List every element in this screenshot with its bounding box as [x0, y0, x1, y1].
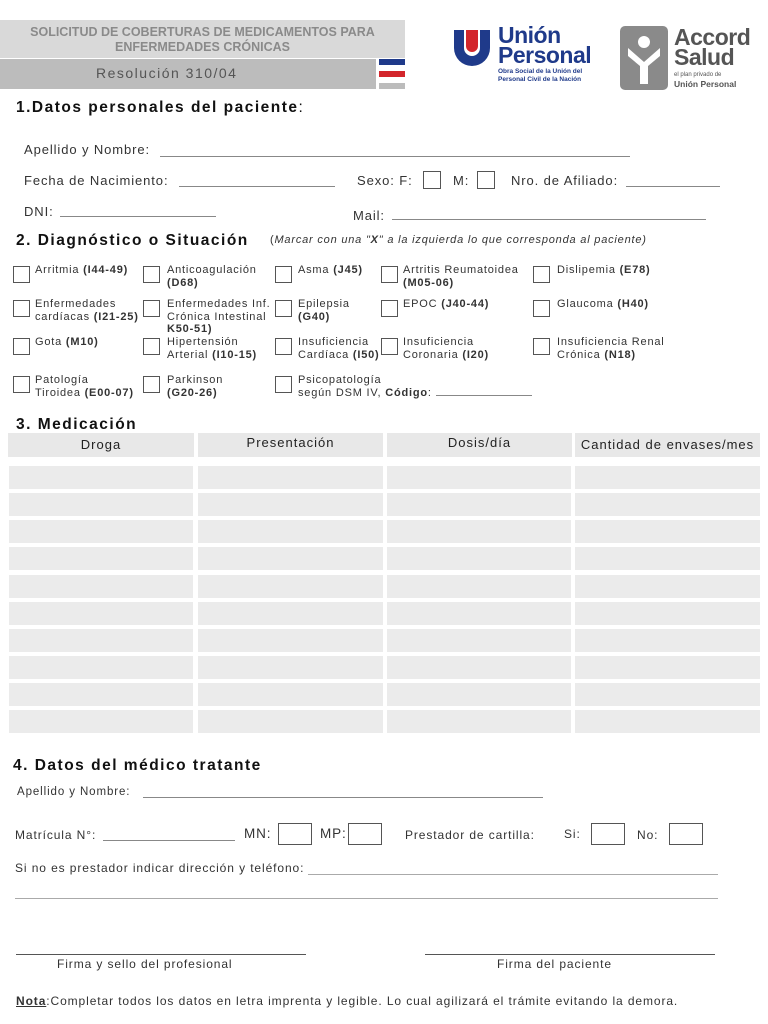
prestador-no-box[interactable]: [669, 823, 703, 845]
diagnosis-name: Patología: [35, 374, 89, 386]
medication-cell[interactable]: [198, 683, 383, 706]
diagnosis-code: (D68): [167, 276, 199, 289]
diagnosis-label-line3: [167, 323, 271, 336]
diagnosis-label-line2: [167, 387, 223, 400]
diagnosis-label: [35, 264, 128, 277]
diagnosis-label-line2: [167, 349, 257, 362]
prestador-si-box[interactable]: [591, 823, 625, 845]
accord-subtitle-1: el plan privado de: [674, 72, 722, 78]
diagnosis-label-line1: [298, 264, 363, 277]
accord-text-2: Salud: [674, 44, 735, 70]
no-prestador-field-2[interactable]: [15, 898, 718, 899]
sex-f-label: Sexo: F:: [357, 173, 413, 188]
diagnosis-name: Hipertensión: [167, 336, 239, 348]
diagnosis-label-line1: [403, 298, 489, 311]
medication-cell[interactable]: [387, 656, 571, 679]
diagnosis-name-cont: Cardíaca: [298, 348, 353, 361]
birth-date-label: Fecha de Nacimiento:: [24, 173, 169, 188]
medication-cell[interactable]: [9, 710, 193, 733]
medication-cell[interactable]: [9, 656, 193, 679]
doctor-name-label: Apellido y Nombre:: [17, 786, 131, 798]
medication-cell[interactable]: [387, 493, 571, 516]
diagnosis-checkbox[interactable]: [381, 266, 398, 283]
medication-cell[interactable]: [575, 520, 760, 543]
medication-cell[interactable]: [198, 547, 383, 570]
diagnosis-label: [298, 374, 532, 399]
resolution-label: Resolución 310/04: [0, 59, 376, 89]
diagnosis-label-line1: [35, 374, 134, 387]
medication-cell[interactable]: [9, 493, 193, 516]
accord-text-1: Accord: [674, 24, 751, 50]
medication-cell[interactable]: [387, 466, 571, 489]
no-prestador-label: Si no es prestador indicar dirección y teléfono:: [15, 861, 305, 875]
instruction-open: (: [270, 234, 275, 246]
diagnosis-name: Gota: [35, 336, 66, 348]
diagnosis-label-line2: [35, 387, 134, 400]
codigo-colon: :: [427, 386, 432, 399]
diagnosis-name: Artritis Reumatoidea: [403, 264, 519, 276]
diagnosis-label-line2: [403, 277, 519, 290]
diagnosis-code: (I10-15): [212, 348, 258, 361]
diagnosis-name-cont: Crónica: [557, 348, 605, 361]
diagnosis-label: [403, 264, 519, 289]
diagnosis-checkbox[interactable]: [533, 338, 550, 355]
diagnosis-label-line1: [167, 336, 257, 349]
professional-signature-line[interactable]: [16, 954, 306, 955]
diagnosis-name: Epilepsia: [298, 298, 350, 310]
diagnosis-label-line2: [403, 349, 489, 362]
diagnosis-label-line1: [167, 298, 271, 311]
diagnosis-checkbox[interactable]: [143, 300, 160, 317]
professional-signature-label: Firma y sello del profesional: [57, 957, 233, 971]
medication-cell[interactable]: [575, 575, 760, 598]
diagnosis-code: (E78): [619, 264, 651, 276]
diagnosis-label: [298, 336, 380, 361]
diagnosis-label-line1: [298, 298, 350, 311]
diagnosis-label-line1: [167, 264, 257, 277]
diagnosis-name-cont: cardíacas: [35, 310, 94, 323]
birth-date-field[interactable]: [179, 186, 335, 187]
union-text-1: Unión: [498, 22, 561, 48]
union-u-icon: [450, 26, 494, 70]
matricula-label: Matrícula N°:: [15, 828, 97, 842]
section1-heading: [16, 99, 304, 117]
diagnosis-checkbox[interactable]: [533, 300, 550, 317]
diagnosis-checkbox[interactable]: [381, 300, 398, 317]
diagnosis-checkbox[interactable]: [13, 300, 30, 317]
medication-cell[interactable]: [387, 547, 571, 570]
diagnosis-name: Glaucoma: [557, 298, 618, 310]
section3-heading: 3. Medicación: [16, 416, 138, 433]
diagnosis-label-line2: [298, 311, 350, 324]
diagnosis-code: (N18): [604, 348, 636, 361]
diagnosis-code: (G40): [298, 310, 331, 323]
medication-cell[interactable]: [575, 602, 760, 625]
diagnosis-code: (J45): [333, 264, 363, 276]
diagnosis-label-line1: [557, 264, 651, 277]
diagnosis-name: Insuficiencia Renal: [557, 336, 665, 348]
diagnosis-label: [167, 264, 257, 289]
footer-note: [16, 994, 678, 1008]
medication-cell[interactable]: [387, 602, 571, 625]
medication-cell[interactable]: [387, 710, 571, 733]
medication-cell[interactable]: [198, 466, 383, 489]
medication-cell[interactable]: [575, 493, 760, 516]
medication-cell[interactable]: [575, 629, 760, 652]
medication-cell[interactable]: [9, 547, 193, 570]
no-prestador-field-1[interactable]: [308, 874, 718, 875]
matricula-field[interactable]: [103, 840, 235, 841]
diagnosis-name: Insuficiencia: [403, 336, 474, 348]
diagnosis-label: [167, 374, 223, 399]
accord-salud-logo: [620, 24, 765, 90]
diagnosis-name-cont: Coronaria: [403, 348, 463, 361]
diagnosis-label: [557, 264, 651, 277]
instruction-text-end: " a la izquierda lo que corresponda al paciente): [378, 234, 647, 246]
diagnosis-label: [403, 298, 489, 311]
medication-cell[interactable]: [387, 520, 571, 543]
medication-cell[interactable]: [9, 683, 193, 706]
note-text: :Completar todos los datos en letra imprenta y legible. Lo cual agilizará el trámite evitando la demora.: [46, 994, 679, 1008]
col-header-presentacion: Presentación: [198, 433, 383, 457]
medication-cell[interactable]: [575, 547, 760, 570]
medication-cell[interactable]: [198, 629, 383, 652]
diagnosis-code: K50-51): [167, 323, 213, 335]
sex-m-checkbox[interactable]: [477, 171, 495, 189]
diagnosis-label-line1: [298, 374, 532, 387]
medication-cell[interactable]: [575, 656, 760, 679]
diagnosis-checkbox[interactable]: [381, 338, 398, 355]
section4-heading: 4. Datos del médico tratante: [13, 757, 262, 774]
medication-cell[interactable]: [387, 629, 571, 652]
diagnosis-label: [403, 336, 489, 361]
diagnosis-name-cont: según DSM IV,: [298, 386, 386, 399]
col-header-droga: Droga: [8, 433, 194, 457]
medication-cell[interactable]: [387, 683, 571, 706]
medication-cell[interactable]: [198, 575, 383, 598]
diagnosis-code: (I21-25): [93, 310, 139, 323]
diagnosis-label: [557, 298, 649, 311]
diagnosis-label-line2: [35, 311, 139, 324]
medication-cell[interactable]: [9, 602, 193, 625]
diagnosis-label: [298, 264, 363, 277]
diagnosis-label-line1: [35, 298, 139, 311]
doctor-name-field[interactable]: [143, 797, 543, 798]
diagnosis-code: (M10): [65, 336, 99, 348]
diagnosis-label-line2: [167, 277, 257, 290]
diagnosis-name-cont: Crónica Intestinal: [167, 310, 267, 323]
medication-cell[interactable]: [198, 493, 383, 516]
medication-cell[interactable]: [198, 656, 383, 679]
patient-signature-label: Firma del paciente: [497, 957, 612, 971]
patient-signature-line[interactable]: [425, 954, 715, 955]
medication-cell[interactable]: [9, 575, 193, 598]
mp-label: MP:: [320, 826, 347, 841]
diagnosis-code: (I50): [352, 348, 380, 361]
medication-cell[interactable]: [575, 710, 760, 733]
medication-cell[interactable]: [9, 466, 193, 489]
patient-name-label: Apellido y Nombre:: [24, 142, 151, 157]
diagnosis-label-line1: [35, 336, 99, 349]
diagnosis-code: (M05-06): [403, 276, 455, 289]
diagnosis-checkbox[interactable]: [143, 266, 160, 283]
diagnosis-label: [557, 336, 665, 361]
diagnosis-name-cont: Tiroidea: [35, 386, 85, 399]
diagnosis-name: Dislipemia: [557, 264, 620, 276]
mn-box[interactable]: [278, 823, 312, 845]
union-personal-logo: [450, 24, 600, 90]
instruction-text: Marcar con una ": [274, 234, 371, 246]
flag-stripes: [379, 59, 405, 89]
union-subtitle: Obra Social de la Unión del Personal Civil de la Nación: [498, 68, 583, 83]
diagnosis-label: [35, 298, 139, 323]
codigo-field[interactable]: [436, 395, 532, 396]
diagnosis-label-line2: [298, 349, 380, 362]
mn-label: MN:: [244, 826, 272, 841]
accord-figure-icon: [620, 26, 668, 90]
col-header-dosis: Dosis/día: [387, 433, 572, 457]
diagnosis-label-line1: [557, 336, 665, 349]
accord-subtitle-2: Unión Personal: [674, 79, 737, 89]
diagnosis-name: Asma: [298, 264, 334, 276]
section1-heading-colon: :: [298, 99, 305, 116]
sex-m-label: M:: [453, 173, 470, 188]
diagnosis-label: [167, 298, 271, 336]
diagnosis-checkbox[interactable]: [275, 376, 292, 393]
medication-cell[interactable]: [198, 520, 383, 543]
prestador-label: Prestador de cartilla:: [405, 828, 535, 842]
diagnosis-checkbox[interactable]: [275, 338, 292, 355]
diagnosis-label-line1: [35, 264, 128, 277]
union-text-2: Personal: [498, 42, 592, 68]
diagnosis-code: (J40-44): [441, 298, 490, 310]
diagnosis-name: Psicopatología: [298, 374, 382, 386]
diagnosis-checkbox[interactable]: [13, 266, 30, 283]
diagnosis-label-line1: [557, 298, 649, 311]
diagnosis-label-line1: [298, 336, 380, 349]
medication-cell[interactable]: [9, 629, 193, 652]
diagnosis-checkbox[interactable]: [275, 300, 292, 317]
diagnosis-label-line1: [403, 264, 519, 277]
diagnosis-label: [35, 374, 134, 399]
diagnosis-label-line1: [403, 336, 489, 349]
diagnosis-name-cont: Arterial: [167, 348, 213, 361]
diagnosis-label-line2: [557, 349, 665, 362]
medication-cell[interactable]: [387, 575, 571, 598]
patient-name-field[interactable]: [160, 156, 630, 157]
section1-heading-text: 1.Datos personales del paciente: [16, 99, 299, 116]
mail-field[interactable]: [392, 219, 706, 220]
medication-cell[interactable]: [9, 520, 193, 543]
sex-f-checkbox[interactable]: [423, 171, 441, 189]
medication-cell[interactable]: [198, 710, 383, 733]
diagnosis-code: (E00-07): [84, 386, 134, 399]
diagnosis-code: (H40): [617, 298, 649, 310]
section2-heading: 2. Diagnóstico o Situación: [16, 232, 249, 249]
diagnosis-checkbox[interactable]: [275, 266, 292, 283]
diagnosis-checkbox[interactable]: [143, 376, 160, 393]
diagnosis-label: [35, 336, 99, 349]
diagnosis-name: Arritmia: [35, 264, 84, 276]
diagnosis-label: [167, 336, 257, 361]
prestador-no-label: No:: [637, 828, 659, 842]
diagnosis-name: Parkinson: [167, 374, 224, 386]
diagnosis-checkbox[interactable]: [13, 338, 30, 355]
diagnosis-checkbox[interactable]: [533, 266, 550, 283]
affiliate-label: Nro. de Afiliado:: [511, 173, 619, 188]
diagnosis-name: Enfermedades Inf.: [167, 298, 271, 310]
diagnosis-code: (I20): [462, 348, 489, 361]
instruction-x: X: [370, 234, 379, 246]
medication-cell[interactable]: [575, 683, 760, 706]
diagnosis-name: Anticoagulación: [167, 264, 257, 276]
diagnosis-code: (I44-49): [83, 264, 129, 276]
diagnosis-label-line2: [167, 311, 271, 324]
section2-instruction: [270, 234, 647, 246]
note-label: Nota: [16, 994, 47, 1008]
diagnosis-code: (G20-26): [167, 386, 218, 399]
diagnosis-code: Código: [385, 386, 428, 399]
diagnosis-label: [298, 298, 350, 323]
medication-cell[interactable]: [575, 466, 760, 489]
diagnosis-name: Enfermedades: [35, 298, 117, 310]
diagnosis-checkbox[interactable]: [143, 338, 160, 355]
diagnosis-name: EPOC: [403, 298, 442, 310]
affiliate-field[interactable]: [626, 186, 720, 187]
mp-box[interactable]: [348, 823, 382, 845]
diagnosis-name: Insuficiencia: [298, 336, 369, 348]
col-header-cantidad: Cantidad de envases/mes: [575, 433, 760, 457]
diagnosis-label-line1: [167, 374, 223, 387]
diagnosis-label-line2: [298, 387, 532, 400]
medication-cell[interactable]: [198, 602, 383, 625]
diagnosis-checkbox[interactable]: [13, 376, 30, 393]
prestador-si-label: Si:: [564, 827, 581, 841]
dni-label: DNI:: [24, 204, 54, 219]
dni-field[interactable]: [60, 216, 216, 217]
mail-label: Mail:: [353, 208, 385, 223]
form-title: SOLICITUD DE COBERTURAS DE MEDICAMENTOS PARA ENFERMEDADES CRÓNICAS: [0, 20, 405, 58]
